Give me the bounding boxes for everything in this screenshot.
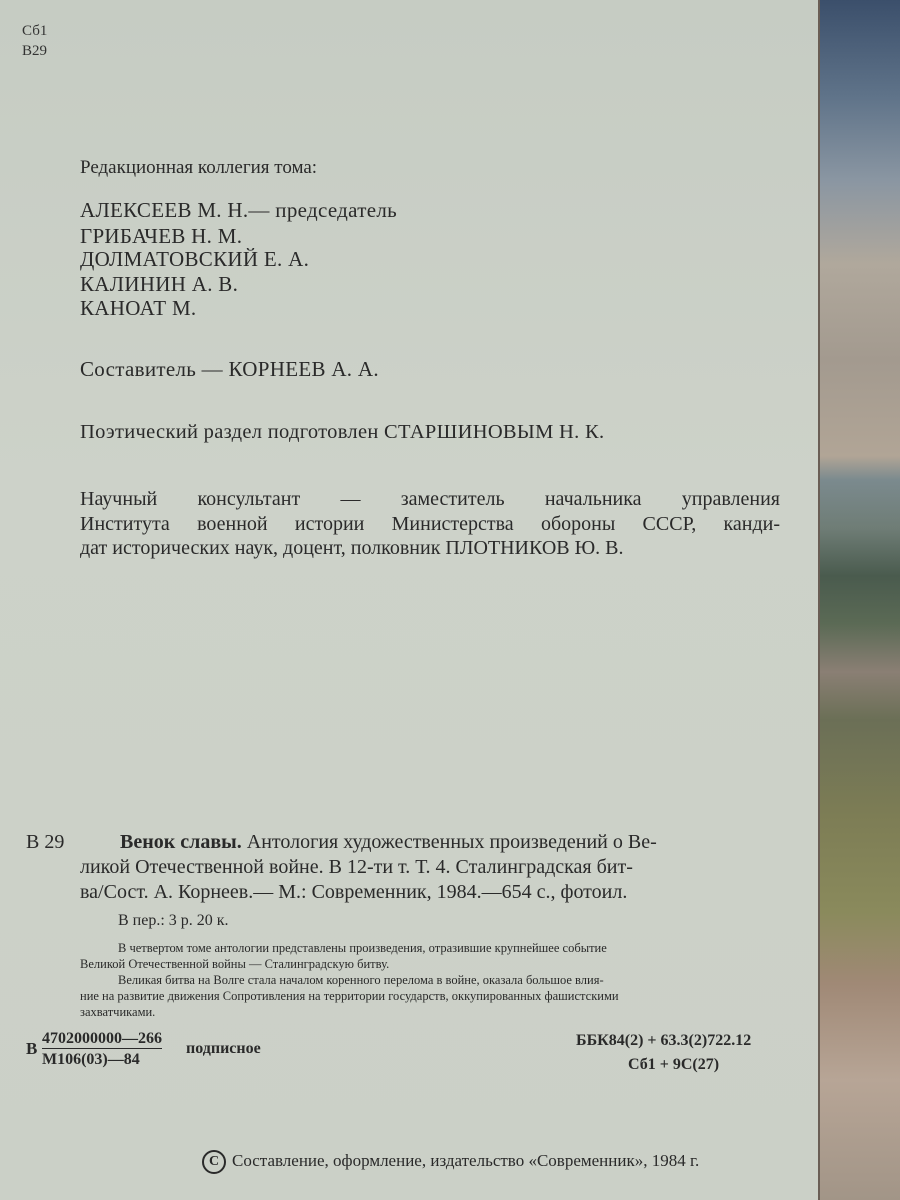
biblio-title: Венок славы.	[120, 831, 242, 853]
consultant-line: Научный консультант — заместитель начальника управления	[80, 488, 780, 510]
consultant-line: дат исторических наук, доцент, полковник ПЛОТНИКОВ Ю. В.	[80, 537, 624, 559]
annotation-line: В четвертом томе антологии представлены произведения, отразившие крупнейшее событие	[118, 941, 607, 955]
biblio-index: В 29	[26, 831, 65, 853]
consultant-line: Института военной истории Министерства обороны СССР, канди-	[80, 512, 780, 535]
board-member: ГРИБАЧЕВ Н. М.	[80, 224, 243, 248]
board-member: КАНОАТ М.	[80, 296, 197, 320]
formula-label: подписное	[186, 1040, 261, 1057]
copyright-line	[202, 1150, 699, 1174]
board-member: АЛЕКСЕЕВ М. Н.— председатель	[80, 198, 397, 222]
compiler-line: Составитель — КОРНЕЕВ А. А.	[80, 357, 379, 381]
formula-numerator: 4702000000—266	[42, 1030, 162, 1047]
bbk-line-2: Сб1 + 9С(27)	[628, 1056, 720, 1073]
copyright-text: Составление, оформление, издательство «Современник», 1984 г.	[232, 1150, 700, 1170]
poetry-line: Поэтический раздел подготовлен СТАРШИНОВЫМ Н. К.	[80, 421, 605, 443]
code-bottom: В29	[22, 43, 48, 59]
annotation-line: ние на развитие движения Сопротивления на территории государств, оккупированных фашистскими	[80, 989, 619, 1003]
annotation-line: захватчиками.	[80, 1005, 156, 1019]
biblio-line-1	[120, 830, 776, 855]
consultant-paragraph	[80, 487, 780, 561]
annotation-line: Великой Отечественной войны — Сталинградскую битву.	[80, 957, 390, 971]
bbk-line-1: ББК84(2) + 63.3(2)722.12	[576, 1032, 752, 1049]
formula-prefix: В	[26, 1039, 38, 1058]
biblio-title-rest: Антология художественных произведений о Ве-	[241, 831, 657, 853]
board-member: ДОЛМАТОВСКИЙ Е. А.	[80, 247, 310, 271]
adjacent-page-photo	[818, 0, 900, 1200]
price: В пер.: 3 р. 20 к.	[118, 912, 229, 929]
biblio-line-3: ва/Сост. А. Корнеев.— М.: Современник, 1984.—654 с., фотоил.	[80, 881, 628, 903]
annotation	[80, 940, 800, 1020]
board-heading: Редакционная коллегия тома:	[80, 157, 318, 178]
board-member: КАЛИНИН А. В.	[80, 272, 239, 296]
code-top: Сб1	[22, 23, 48, 39]
copyright-icon: С	[202, 1150, 226, 1174]
biblio-line-2: ликой Отечественной войне. В 12-ти т. Т. 4. Сталинградская бит-	[80, 856, 633, 878]
annotation-line: Великая битва на Волге стала началом коренного перелома в войне, оказала большое влия-	[118, 973, 604, 987]
formula-denominator: М106(03)—84	[42, 1051, 140, 1068]
